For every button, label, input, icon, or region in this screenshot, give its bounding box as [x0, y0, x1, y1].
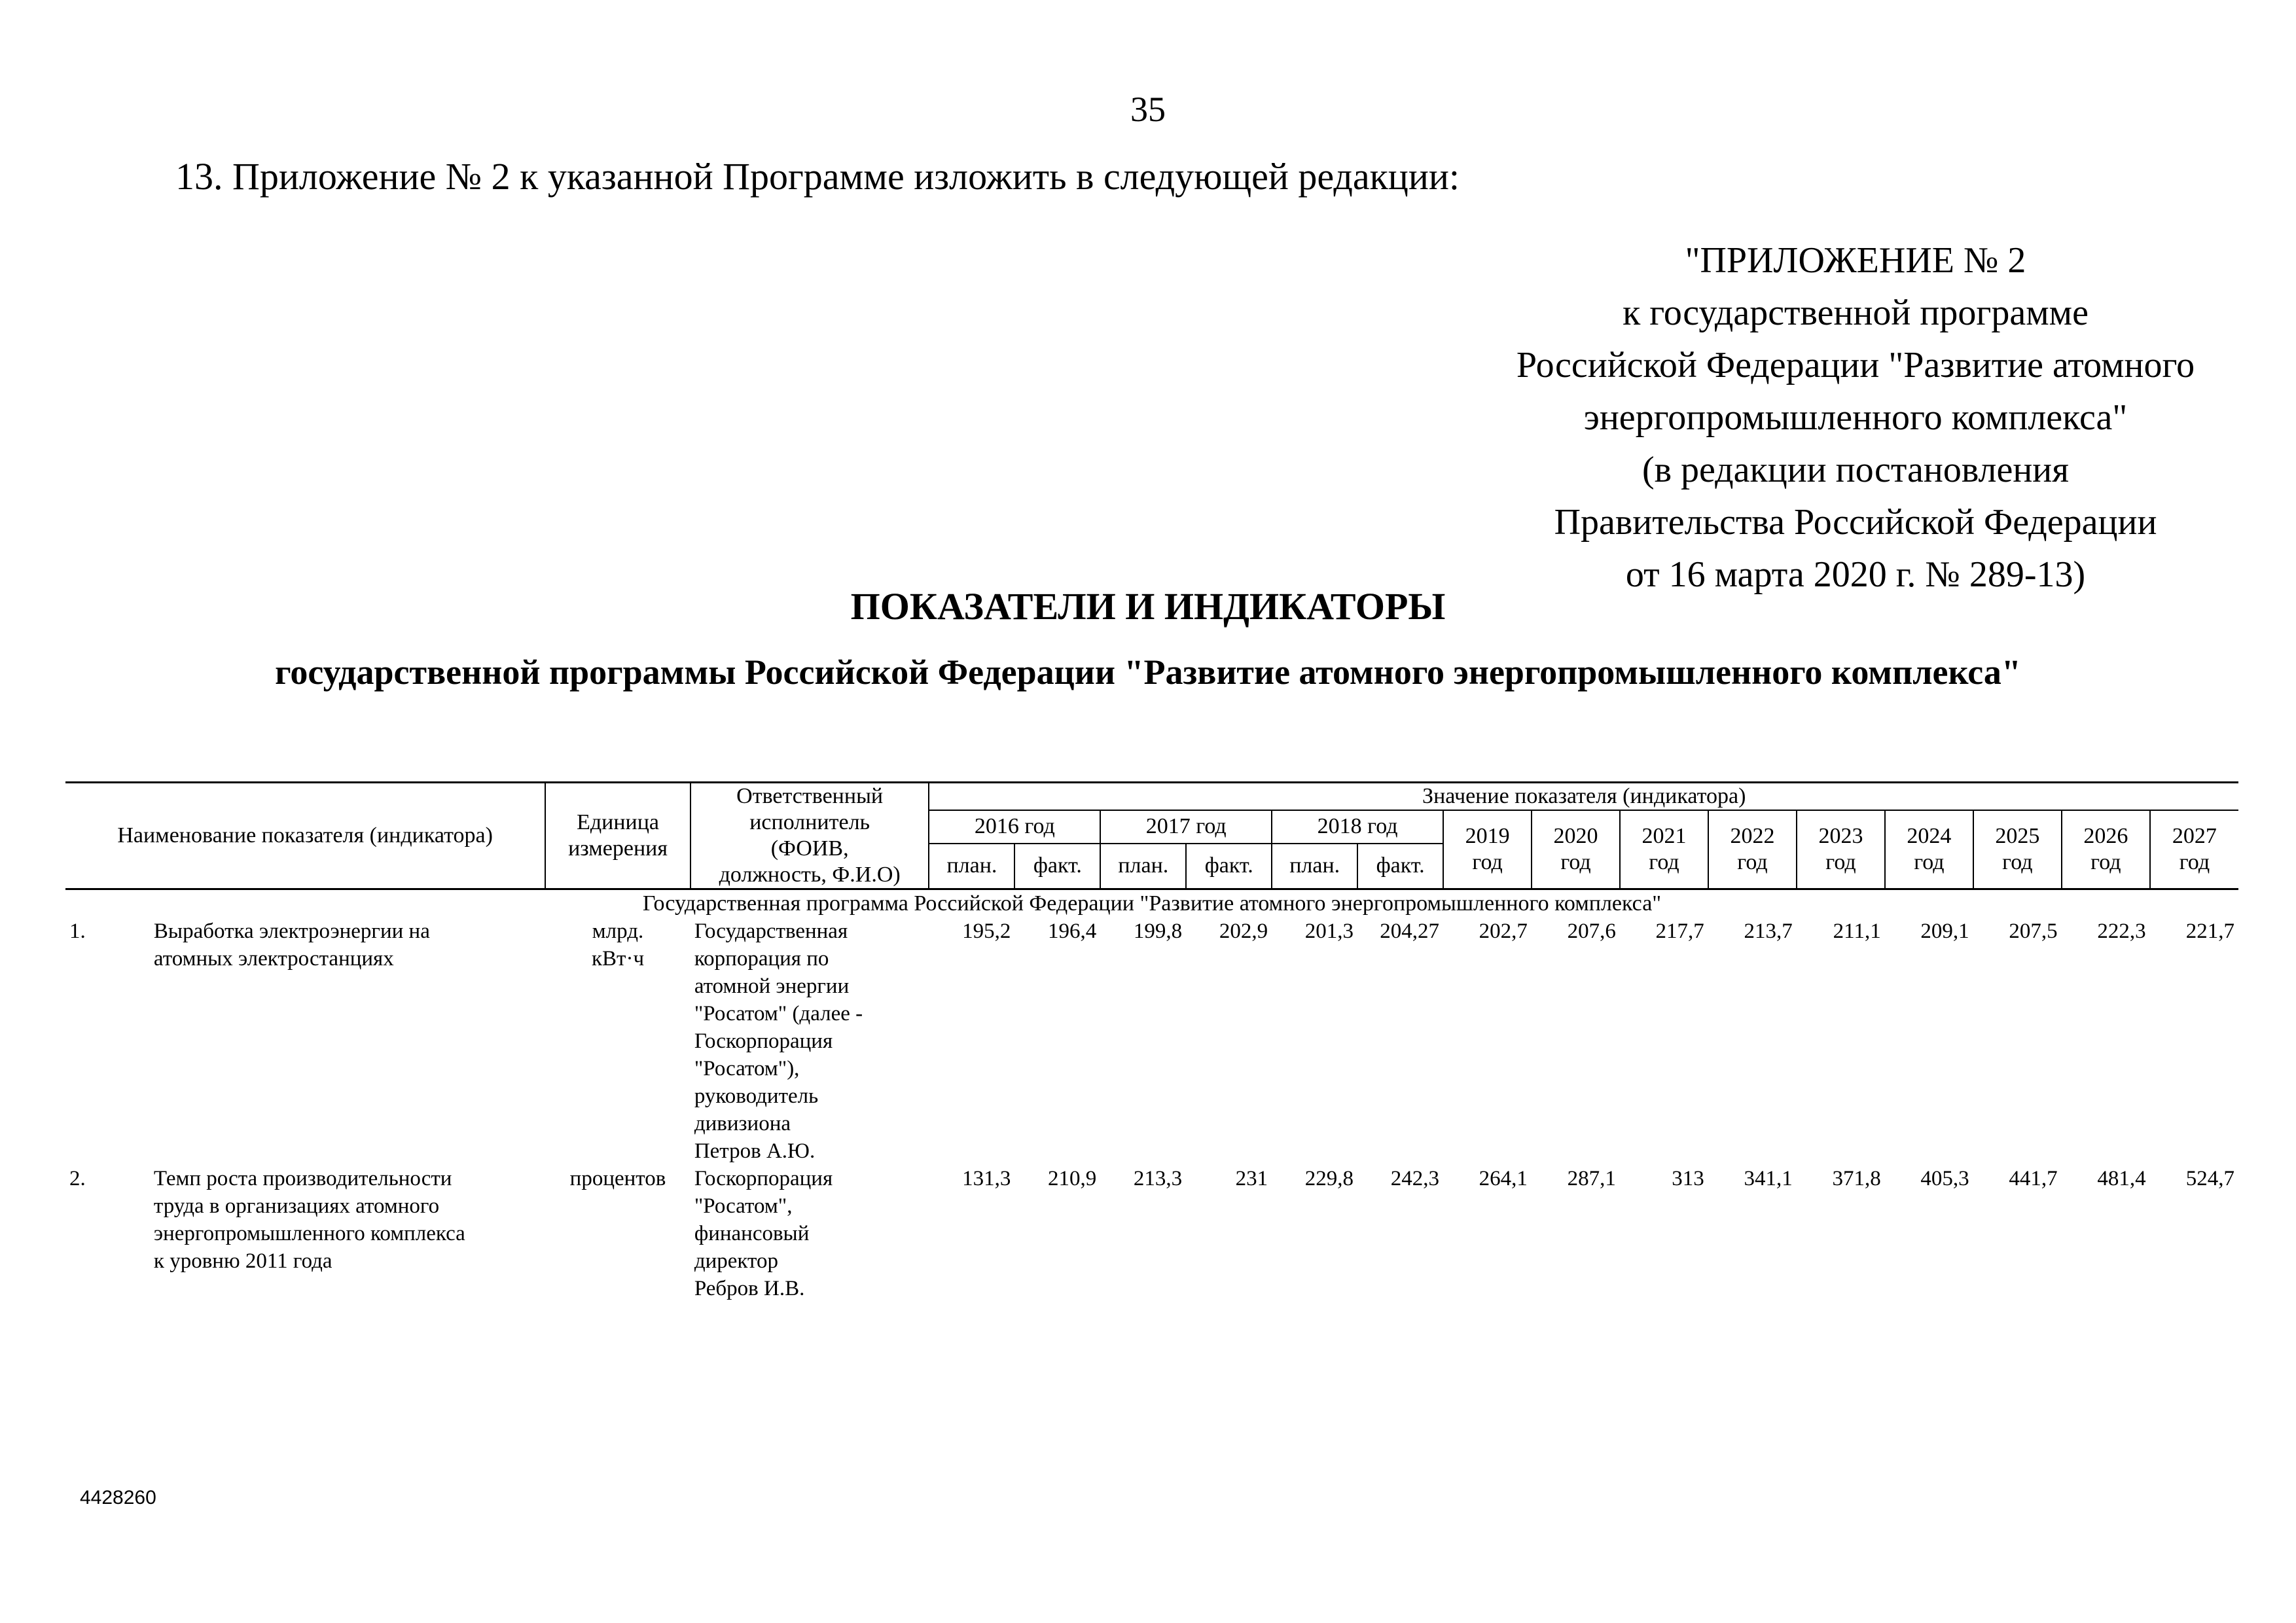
row-value: 287,1: [1567, 1167, 1616, 1190]
row-value: 231: [1235, 1167, 1268, 1190]
row-executor: Госкорпорация "Росатом", финансовый директор Ребров И.В.: [694, 1167, 833, 1300]
row-index: 2.: [69, 1167, 86, 1190]
row-value: 371,8: [1832, 1167, 1881, 1190]
section-title: Государственная программа Российской Федерации "Развитие атомного энергопромышленного комплекса": [642, 891, 1662, 916]
appendix-line: энергопромышленного комплекса": [1583, 397, 2128, 438]
document-subtitle: государственной программы Российской Федерации "Развитие атомного энергопромышленного комплекса": [275, 652, 2021, 692]
header-year-single: 2023 год: [1797, 810, 1885, 889]
row-value: 229,8: [1304, 1167, 1354, 1190]
row-value: 201,3: [1304, 919, 1354, 943]
row-value: 264,1: [1479, 1167, 1528, 1190]
header-year-single: 2026 год: [2062, 810, 2150, 889]
document-title: ПОКАЗАТЕЛИ И ИНДИКАТОРЫ: [850, 585, 1446, 628]
header-values-group: Значение показателя (индикатора): [929, 783, 2238, 811]
header-year-single: 2025 год: [1973, 810, 2062, 889]
header-plan: план.: [1272, 844, 1357, 889]
row-value: 313: [1672, 1167, 1704, 1190]
row-value: 213,3: [1133, 1167, 1183, 1190]
header-year-2018: 2018 год: [1272, 810, 1443, 844]
row-value: 217,7: [1655, 919, 1704, 943]
row-unit: процентов: [569, 1167, 666, 1190]
row-value: 202,7: [1479, 919, 1528, 943]
header-year-2016: 2016 год: [929, 810, 1100, 844]
table-row: [65, 1165, 2238, 1302]
page-number: 35: [1130, 90, 1166, 129]
row-value: 207,6: [1567, 919, 1616, 943]
row-index: 1.: [69, 919, 86, 943]
header-year-single: 2019 год: [1443, 810, 1532, 889]
indicators-table: [65, 781, 2238, 1302]
appendix-line: от 16 марта 2020 г. № 289-13): [1625, 554, 2086, 595]
appendix-line: (в редакции постановления: [1641, 450, 2070, 490]
header-year-single: 2027 год: [2150, 810, 2238, 889]
header-fact: факт.: [1014, 844, 1100, 889]
appendix-line: Правительства Российской Федерации: [1554, 502, 2157, 543]
table-header: [65, 781, 2238, 890]
row-unit: млрд. кВт·ч: [591, 919, 645, 971]
header-year-single: 2024 год: [1885, 810, 1973, 889]
row-value: 196,4: [1048, 919, 1097, 943]
row-value: 209,1: [1920, 919, 1969, 943]
header-name-col: Наименование показателя (индикатора): [117, 823, 493, 847]
header-fact: факт.: [1186, 844, 1272, 889]
row-value: 199,8: [1133, 919, 1183, 943]
row-value: 405,3: [1920, 1167, 1969, 1190]
header-plan: план.: [1100, 844, 1186, 889]
row-value: 211,1: [1833, 919, 1881, 943]
document-code: 4428260: [80, 1487, 156, 1508]
header-unit-col: Единица измерения: [545, 783, 691, 889]
header-year-2017: 2017 год: [1100, 810, 1272, 844]
row-value: 481,4: [2097, 1167, 2146, 1190]
row-value: 524,7: [2185, 1167, 2234, 1190]
row-value: 195,2: [962, 919, 1011, 943]
row-value: 242,3: [1390, 1167, 1439, 1190]
row-value: 213,7: [1744, 919, 1793, 943]
appendix-block: [1466, 234, 2245, 601]
header-year-single: 2020 год: [1532, 810, 1620, 889]
appendix-line: к государственной программе: [1623, 293, 2089, 333]
row-value: 210,9: [1048, 1167, 1097, 1190]
table-row: [65, 918, 2238, 1165]
row-value: 202,9: [1219, 919, 1268, 943]
row-value: 221,7: [2185, 919, 2234, 943]
row-executor: Государственная корпорация по атомной энергии "Росатом" (далее - Госкорпорация "Росатом"), руководитель дивизиона Петров А.Ю.: [694, 919, 863, 1163]
header-executor-col: Ответственный исполнитель (ФОИВ, должность, Ф.И.О): [691, 783, 929, 889]
header-fact: факт.: [1357, 844, 1443, 889]
header-year-single: 2021 год: [1620, 810, 1708, 889]
row-value: 131,3: [962, 1167, 1011, 1190]
appendix-line: Российской Федерации "Развитие атомного: [1516, 345, 2195, 385]
row-name: Выработка электроэнергии на атомных электростанциях: [153, 919, 430, 971]
row-value: 222,3: [2097, 919, 2146, 943]
appendix-line: "ПРИЛОЖЕНИЕ № 2: [1685, 240, 2026, 281]
row-value: 341,1: [1744, 1167, 1793, 1190]
row-name: Темп роста производительности труда в организациях атомного энергопромышленного комплекса к уровню 2011 года: [153, 1167, 465, 1273]
intro-text: 13. Приложение № 2 к указанной Программе изложить в следующей редакции:: [175, 155, 1460, 198]
header-plan: план.: [929, 844, 1014, 889]
row-value: 441,7: [2009, 1167, 2058, 1190]
table-body: [65, 890, 2238, 1302]
row-value: 207,5: [2009, 919, 2058, 943]
row-value: 204,27: [1380, 919, 1439, 943]
header-year-single: 2022 год: [1708, 810, 1797, 889]
